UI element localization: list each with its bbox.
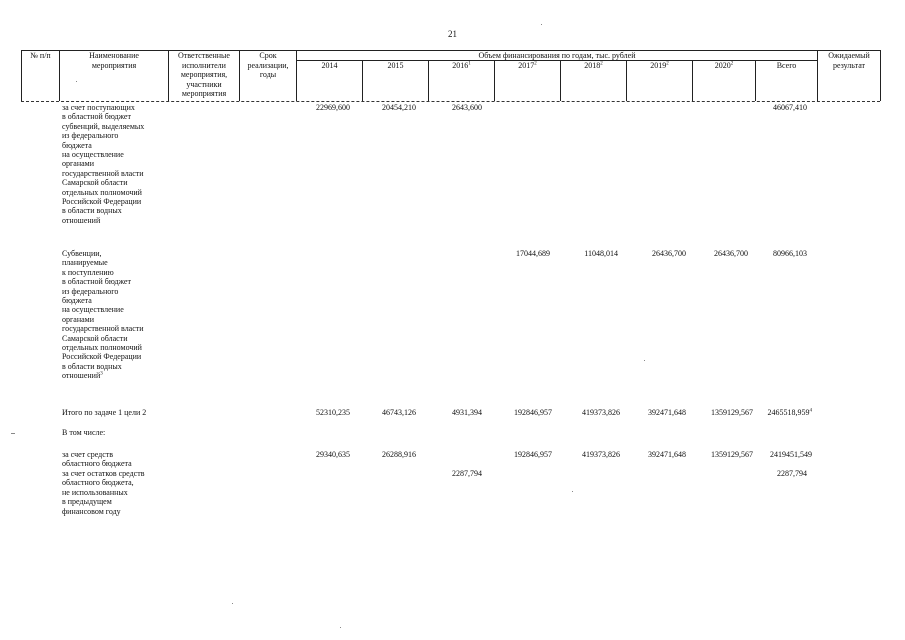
cell-2016: 4931,394 (452, 408, 482, 417)
cell-2019: 392471,648 (648, 408, 686, 417)
header-bottom-border (21, 101, 880, 102)
header-executors: Ответственные исполнители мероприятия, участники мероприятия (178, 51, 230, 98)
row-name: за счет поступающих в областной бюджет субвенций, выделяемых из федерального бюджета на осуществление органами государственной власти Самарской области отдельных полномочий Российской Федерации в области водных отношений (62, 103, 145, 225)
cell-2018: 11048,014 (584, 249, 618, 258)
cell-2014: 29340,635 (316, 450, 350, 459)
header-term: Срок реализации, годы (247, 51, 289, 79)
cell-total: 2287,794 (777, 469, 807, 478)
cell-2018: 419373,826 (582, 408, 620, 417)
scan-speck (541, 24, 542, 25)
row-name: Итого по задаче 1 цели 2 (62, 408, 147, 417)
scan-speck (572, 491, 573, 492)
year-2015: 2015 (387, 61, 404, 70)
cell-total: 2419451,549 (770, 450, 812, 459)
cell-2015: 26288,916 (382, 450, 416, 459)
cell-2020: 26436,700 (714, 249, 748, 258)
cell-2017: 192846,957 (514, 408, 552, 417)
header-name: Наименование мероприятия (89, 51, 139, 70)
cell-2014: 22969,600 (316, 103, 350, 112)
col-divider (59, 50, 60, 101)
header-financing: Объем финансирования по годам, тыс. рублей (478, 51, 636, 60)
cell-2015: 46743,126 (382, 408, 416, 417)
year-2017: 2017$^2$ (518, 61, 537, 70)
row-name: за счет остатков средств областного бюджета, не использованных в предыдущем финансовом году (62, 469, 145, 516)
cell-total: 46067,410 (773, 103, 807, 112)
scan-speck (232, 603, 233, 604)
cell-total: 2465518,959$^4$ (767, 408, 812, 417)
cell-2017: 192846,957 (514, 450, 552, 459)
cell-2014: 52310,235 (316, 408, 350, 417)
table-right-border (880, 50, 881, 101)
cell-2020: 1359129,567 (711, 408, 753, 417)
cell-2018: 419373,826 (582, 450, 620, 459)
cell-total: 80966,103 (773, 249, 807, 258)
cell-2015: 20454,210 (382, 103, 416, 112)
year-total: Всего (776, 61, 797, 70)
header-result: Ожидаемый результат (828, 51, 870, 70)
year-2014: 2014 (321, 61, 338, 70)
cell-2019: 392471,648 (648, 450, 686, 459)
scan-speck (644, 360, 645, 361)
scan-speck (76, 81, 77, 82)
year-2018: 2018$^2$ (584, 61, 603, 70)
page-number: 21 (448, 29, 457, 39)
row-name: за счет средств областного бюджета (62, 450, 132, 469)
year-2019: 2019$^2$ (650, 61, 669, 70)
row-name: Субвенции, планируемые к поступлению в областной бюджет из федерального бюджета на осуществление органами государственной власти Самарской области отдельных полномочий Российской Федерации в области водных отношений$^3$ (62, 249, 144, 381)
scan-speck (340, 627, 341, 628)
cell-2019: 26436,700 (652, 249, 686, 258)
cell-2016: 2643,600 (452, 103, 482, 112)
cell-2016: 2287,794 (452, 469, 482, 478)
cell-2020: 1359129,567 (711, 450, 753, 459)
row-name: В том числе: (62, 428, 106, 437)
cell-2017: 17044,689 (516, 249, 550, 258)
header-num: № п/п (30, 51, 51, 60)
year-2016: 2016$^1$ (452, 61, 471, 70)
year-2020: 2020$^2$ (714, 61, 734, 70)
scan-speck (11, 433, 15, 434)
